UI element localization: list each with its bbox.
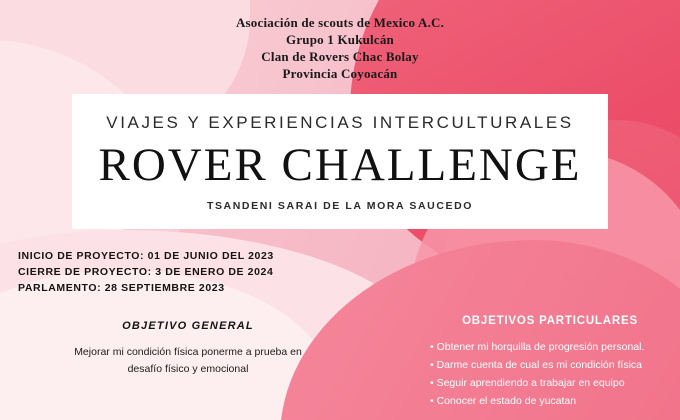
particular-objectives-title: OBJETIVOS PARTICULARES: [462, 315, 638, 327]
title-kicker: VIAJES Y EXPERIENCIAS INTERCULTURALES: [106, 112, 574, 132]
organization-header: [0, 14, 680, 82]
date-line-start: INICIO DE PROYECTO: 01 DE JUNIO DEL 2023: [18, 250, 274, 262]
author-name: TSANDENI SARAI DE LA MORA SAUCEDO: [206, 200, 474, 213]
list-item: • Obtener mi horquilla de progresión personal.: [430, 338, 670, 356]
general-objective-block: [38, 320, 338, 378]
list-item: • Darme cuenta de cual es mi condición física: [430, 356, 670, 374]
date-line-parliament: PARLAMENTO: 28 SEPTIEMBRE 2023: [18, 282, 225, 294]
organization-line-2: Grupo 1 Kukulcán: [286, 32, 394, 47]
date-line-end: CIERRE DE PROYECTO: 3 DE ENERO DE 2024: [18, 266, 274, 278]
particular-objectives-list: [430, 338, 670, 410]
general-objective-line-1: Mejorar mi condición física ponerme a prueba en: [74, 346, 302, 358]
organization-line-3: Clan de Rovers Chac Bolay: [261, 49, 419, 64]
organization-line-1: Asociación de scouts de Mexico A.C.: [235, 15, 445, 30]
particular-objectives-block: [430, 315, 670, 410]
project-dates: [18, 248, 274, 296]
list-item: • Conocer el estado de yucatan: [430, 392, 670, 410]
title-card: [72, 94, 608, 229]
page-title: ROVER CHALLENGE: [98, 138, 582, 191]
general-objective-line-2: desafío físico y emocional: [127, 363, 249, 375]
list-item: • Seguir aprendiendo a trabajar en equipo: [430, 374, 670, 392]
general-objective-title: OBJETIVO GENERAL: [122, 320, 254, 332]
organization-line-4: Provincia Coyoacán: [282, 66, 398, 81]
